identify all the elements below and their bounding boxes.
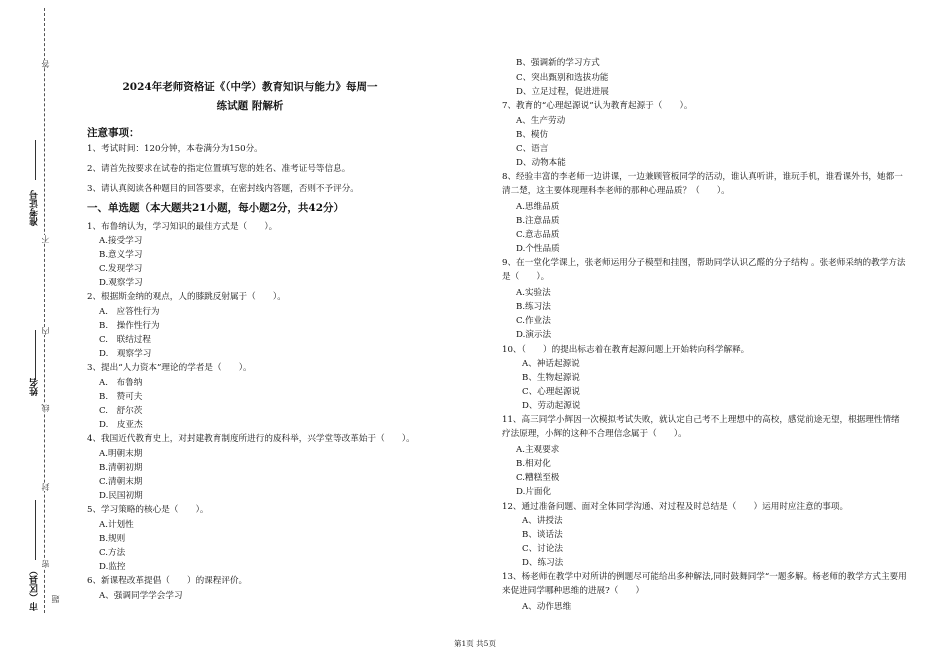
option-item: A、强调同学学会学习 bbox=[99, 591, 183, 601]
question-text: 13、杨老师在教学中对所讲的例题尽可能给出多种解法,同时鼓舞同学“一题多解。杨老师的教学方式主要用来促进同学哪种思维的进展?（ ） bbox=[502, 572, 907, 596]
question-text: 5、学习策略的核心是（ ）。 bbox=[87, 505, 209, 515]
option-item: C.发现学习 bbox=[99, 264, 143, 274]
option-item: A、动作思维 bbox=[522, 602, 572, 612]
seal-mark-xian: 线 bbox=[41, 404, 50, 412]
section-heading: 一、单选题（本大题共21小题，每小题2分，共42分） bbox=[87, 202, 345, 214]
option-item: B.注意品质 bbox=[516, 216, 560, 226]
option-item: D、立足过程，促进进展 bbox=[516, 87, 609, 97]
option-item: A. 布鲁纳 bbox=[99, 378, 143, 388]
option-item: B、谈话法 bbox=[522, 530, 563, 540]
option-item: C.意志品质 bbox=[516, 230, 560, 240]
option-item: A.明朝末期 bbox=[99, 449, 143, 459]
option-item: B.意义学习 bbox=[99, 250, 143, 260]
seal-mark-da: 答 bbox=[41, 60, 50, 68]
question-text: 8、经验丰富的李老师一边讲课，一边兼顾管板同学的活动，谁认真听讲，谁玩手机，谁看课外书，她都一清二楚，这主要体现理科李老师的那种心理品质？（ ）。 bbox=[502, 172, 903, 196]
binding-gutter bbox=[0, 0, 70, 671]
option-item: D.片面化 bbox=[516, 487, 552, 497]
question-text: 6、新课程改革提倡（ ）的课程评价。 bbox=[87, 576, 248, 586]
page-footer: 第1页 共5页 bbox=[454, 639, 496, 648]
option-item: A.接受学习 bbox=[99, 236, 143, 246]
question-text: 4、我国近代教育史上，对封建教育制度所进行的废科举，兴学堂等改革始于（ ）。 bbox=[87, 434, 415, 444]
option-item: B、生物起源说 bbox=[522, 373, 580, 383]
question-text: 9、在一堂化学课上，张老师运用分子模型和挂图，帮助同学认识乙醛的分子结构 。张老师采纳的教学方法是（ ）。 bbox=[502, 258, 906, 282]
option-item: C、讨论法 bbox=[522, 544, 563, 554]
notice-item: 3、请认真阅读各种题目的回答要求，在密封线内答题，否则不予评分。 bbox=[87, 184, 359, 194]
exam-id-field-line bbox=[35, 140, 36, 180]
option-item: B. 赞可夫 bbox=[99, 392, 143, 402]
option-item: D、劳动起源说 bbox=[522, 401, 581, 411]
option-item: D.民国初期 bbox=[99, 491, 143, 501]
option-item: B、强调新的学习方式 bbox=[516, 58, 600, 68]
option-item: D.个性品质 bbox=[516, 244, 560, 254]
notice-item: 2、请首先按要求在试卷的指定位置填写您的姓名、准考证号等信息。 bbox=[87, 164, 351, 174]
seal-mark-bu: 不 bbox=[41, 235, 50, 243]
doc-title-line1: 2024年老师资格证《（中学）教育知识与能力》每周一 bbox=[122, 81, 378, 93]
question-text: 2、根据斯金纳的观点，人的膝跳反射属于（ ）。 bbox=[87, 292, 286, 302]
option-item: A、神话起源说 bbox=[522, 359, 580, 369]
name-label: 姓名 bbox=[30, 378, 40, 396]
option-item: C、心理起源说 bbox=[522, 387, 581, 397]
seal-mark-mi: 密 bbox=[41, 560, 50, 568]
option-item: A.主观要求 bbox=[516, 445, 560, 455]
seal-mark-feng: 封 bbox=[41, 483, 50, 491]
option-item: D. 皮亚杰 bbox=[99, 420, 143, 430]
option-item: C. 联结过程 bbox=[99, 335, 151, 345]
option-item: D.演示法 bbox=[516, 330, 552, 340]
option-item: C. 舒尔茨 bbox=[99, 406, 143, 416]
city-field-line bbox=[35, 500, 36, 560]
option-item: D、动物本能 bbox=[516, 158, 566, 168]
seal-mark-nei: 内 bbox=[41, 327, 50, 335]
option-item: D、练习法 bbox=[522, 558, 564, 568]
option-item: C.清朝末期 bbox=[99, 477, 143, 487]
option-item: A.思维品质 bbox=[516, 202, 560, 212]
question-text: 12、通过准备问题、面对全体同学沟通、对过程及时总结是（ ）运用时应注意的事项。 bbox=[502, 502, 849, 512]
option-item: C.作业法 bbox=[516, 316, 551, 326]
option-item: C.糟糕至极 bbox=[516, 473, 560, 483]
option-item: C、突出甄别和选拔功能 bbox=[516, 73, 609, 83]
seal-line bbox=[44, 8, 45, 613]
question-text: 3、提出“人力资本”理论的学者是（ ）。 bbox=[87, 363, 252, 373]
option-item: B.清朝初期 bbox=[99, 463, 143, 473]
option-item: D. 观察学习 bbox=[99, 349, 152, 359]
option-item: B.相对化 bbox=[516, 459, 551, 469]
doc-title-line2: 练试题 附解析 bbox=[216, 100, 284, 112]
option-item: A、生产劳动 bbox=[516, 116, 566, 126]
option-item: B.规则 bbox=[99, 534, 126, 544]
notice-item: 1、考试时间：120分钟，本卷满分为150分。 bbox=[87, 144, 263, 154]
option-item: D.观察学习 bbox=[99, 278, 143, 288]
option-item: B.练习法 bbox=[516, 302, 551, 312]
exam-id-label: 准考证号 bbox=[30, 190, 40, 226]
question-text: 7、教育的“心理起源说”认为教育起源于（ ）。 bbox=[502, 101, 693, 111]
option-item: A. 应答性行为 bbox=[99, 307, 160, 317]
question-text: 10、（ ）的提出标志着在教育起源问题上开始转向科学解释。 bbox=[502, 345, 750, 355]
option-item: C.方法 bbox=[99, 548, 126, 558]
seal-mark-ti: 题 bbox=[51, 595, 60, 603]
option-item: C、语言 bbox=[516, 144, 549, 154]
name-field-line bbox=[35, 330, 36, 380]
question-text: 1、布鲁纳认为，学习知识的最佳方式是（ ）。 bbox=[87, 222, 278, 232]
option-item: B. 操作性行为 bbox=[99, 321, 160, 331]
city-label: 市（区县） bbox=[30, 566, 40, 611]
option-item: B、模仿 bbox=[516, 130, 549, 140]
notice-heading: 注意事项： bbox=[87, 127, 140, 139]
option-item: A.实验法 bbox=[516, 288, 551, 298]
option-item: D.监控 bbox=[99, 562, 126, 572]
option-item: A.计划性 bbox=[99, 520, 134, 530]
option-item: A、讲授法 bbox=[522, 516, 563, 526]
question-text: 11、高三同学小辉因一次模拟考试失败，就认定自己考不上理想中的高校，感觉前途无望，根据理性情绪疗法原理，小辉的这种不合理信念属于（ ）。 bbox=[502, 415, 900, 439]
